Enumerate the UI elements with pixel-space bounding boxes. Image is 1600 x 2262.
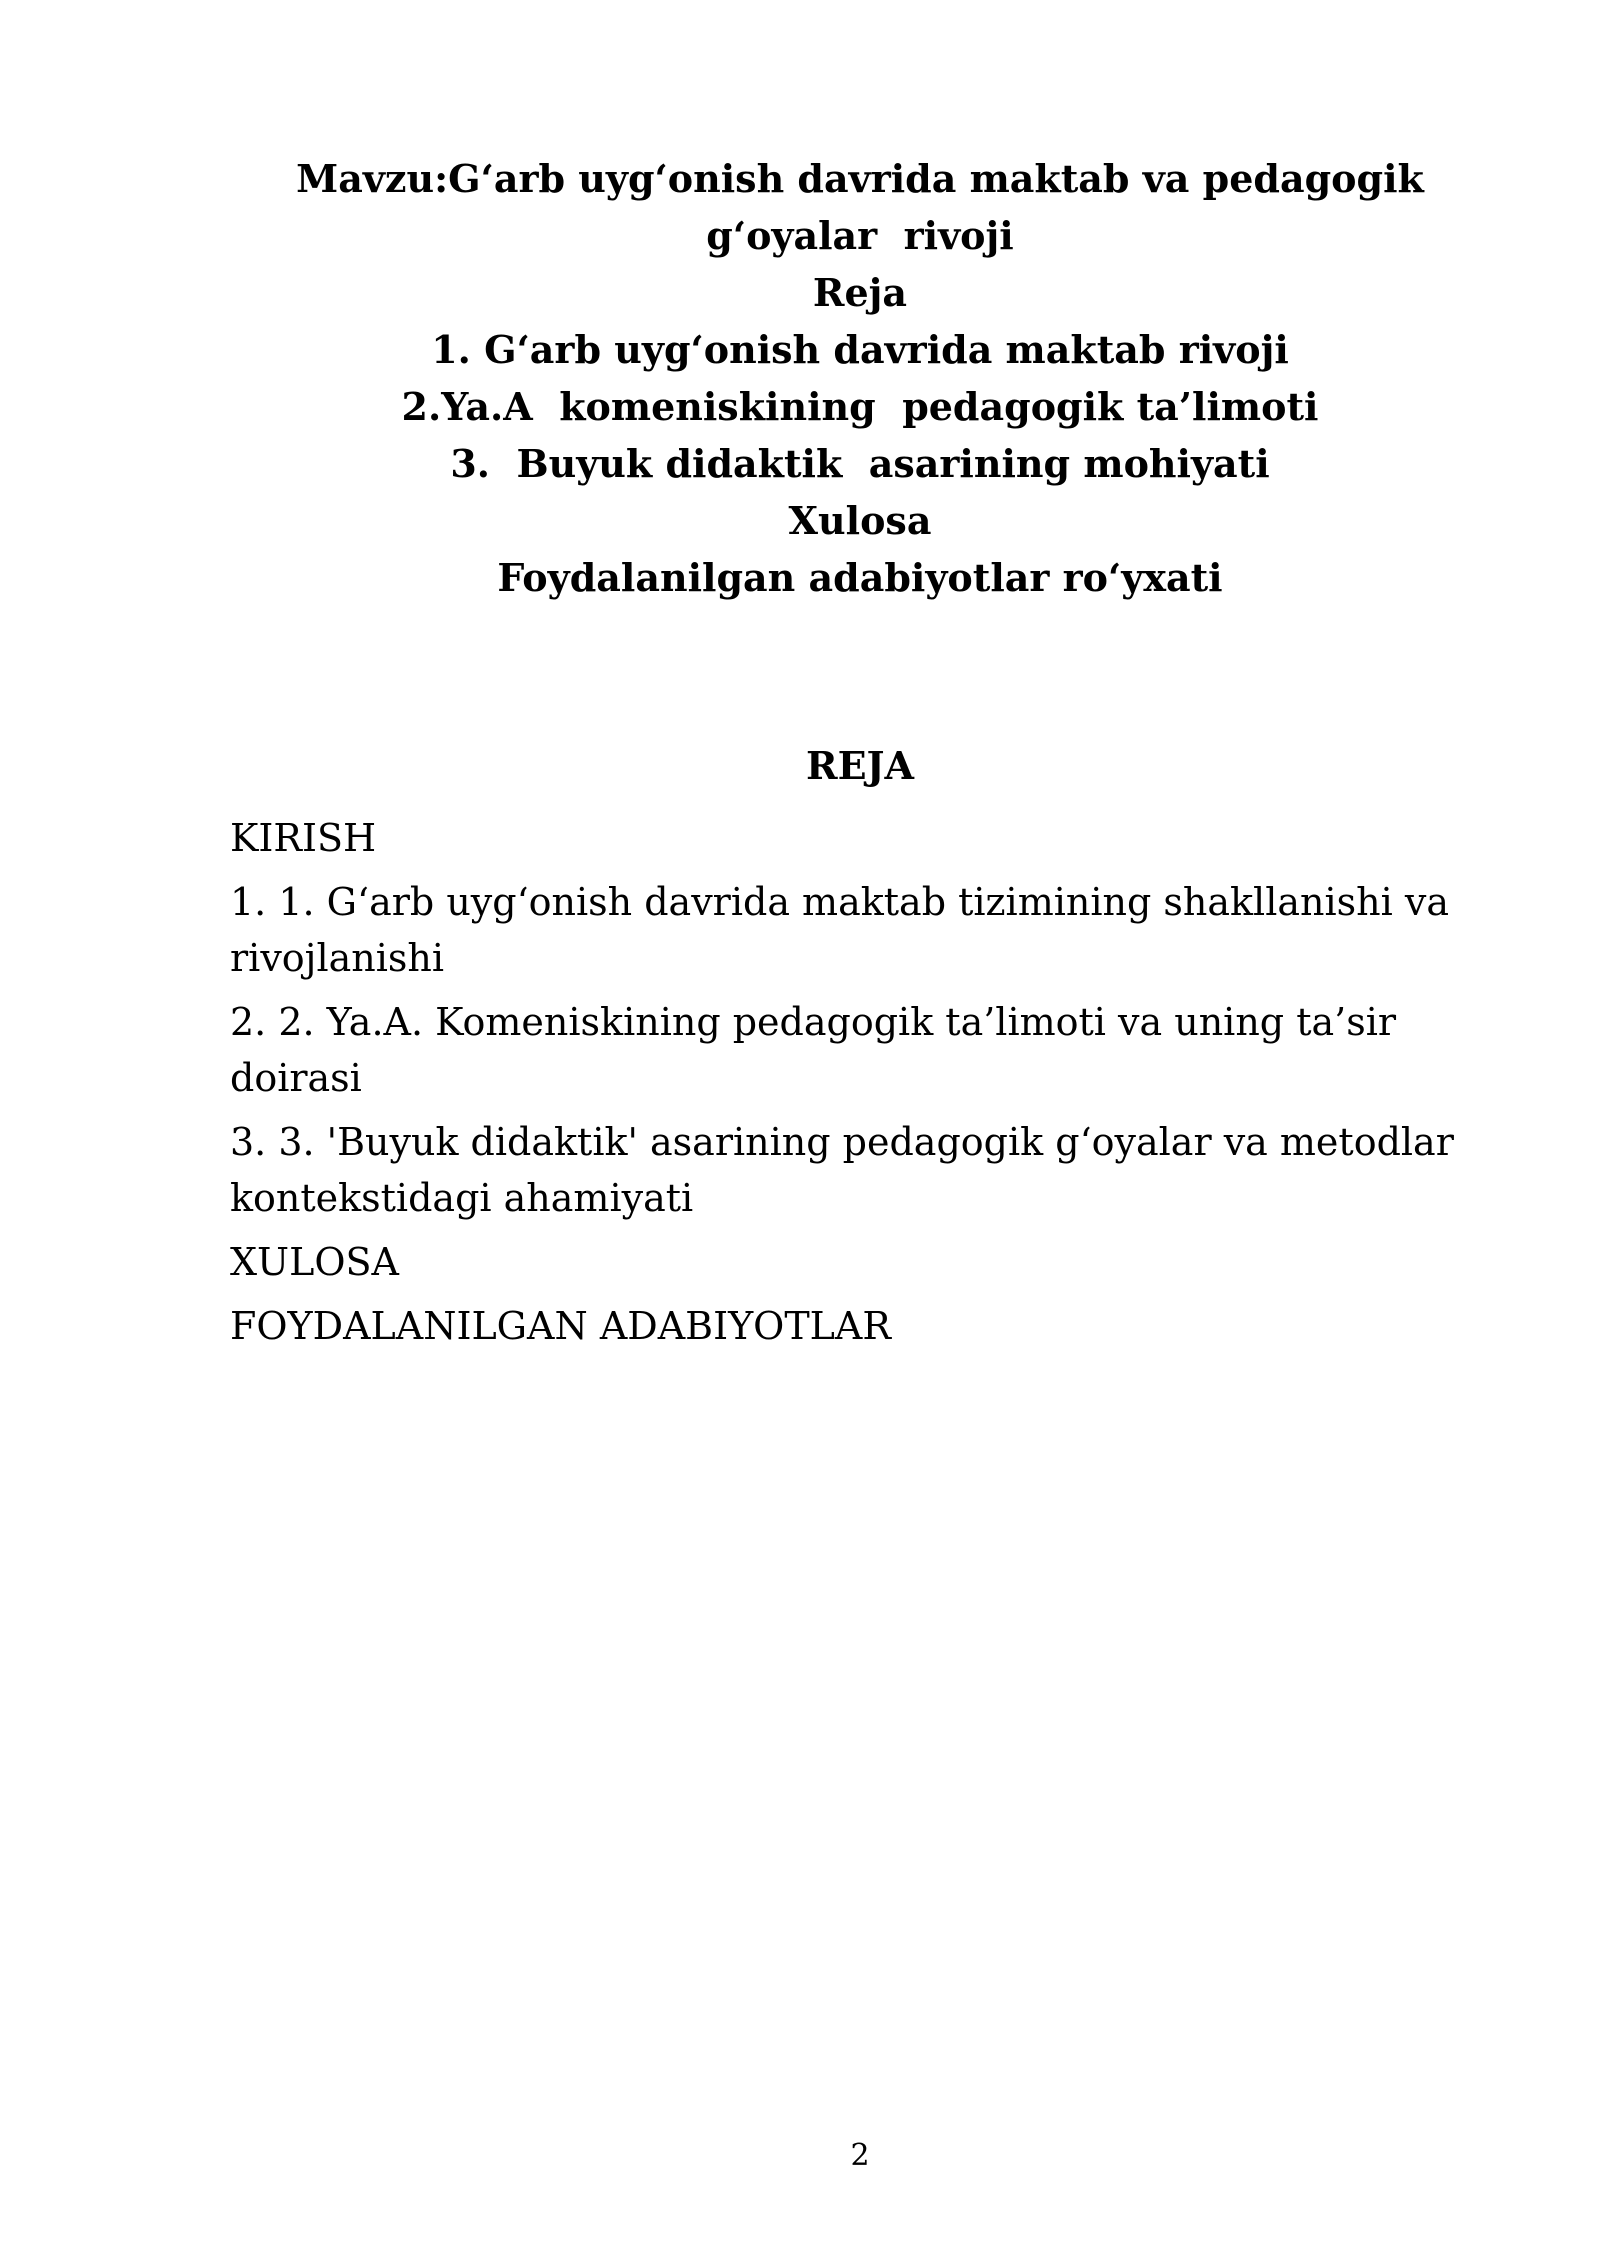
plan-item-3: 3. Buyuk didaktik asarining mohiyati <box>450 441 1270 486</box>
reja-heading: REJA <box>805 743 914 788</box>
topic-title-line-1: Mavzu:G‘arb uyg‘onish davrida maktab va pedagogik <box>296 156 1424 201</box>
plan-references: Foydalanilgan adabiyotlar ro‘yxati <box>497 555 1223 600</box>
plan-label: Reja <box>812 270 908 315</box>
toc-item-2: 2. 2. Ya.A. Komeniskining pedagogik ta’limoti va uning ta’sir doirasi <box>230 1000 1397 1100</box>
page-number: 2 <box>850 2138 870 2173</box>
toc-item-3: 3. 3. 'Buyuk didaktik' asarining pedagogik g‘oyalar va metodlar kontekstidagi ahamiyati <box>230 1120 1454 1220</box>
plan-item-1: 1. G‘arb uyg‘onish davrida maktab rivoji <box>431 327 1289 372</box>
plan-conclusion: Xulosa <box>788 498 932 543</box>
plan-item-2: 2.Ya.A komeniskining pedagogik ta’limoti <box>401 384 1319 429</box>
topic-title-line-2: g‘oyalar rivoji <box>706 213 1014 258</box>
toc-item-1: 1. 1. G‘arb uyg‘onish davrida maktab tizimining shakllanishi va rivojlanishi <box>230 880 1449 980</box>
toc-item-xulosa: XULOSA <box>230 1240 399 1284</box>
toc-item-adabiyotlar: FOYDALANILGAN ADABIYOTLAR <box>230 1304 891 1348</box>
table-of-contents <box>230 810 1480 1362</box>
topic-title-block <box>230 150 1490 606</box>
toc-item-kirish: KIRISH <box>230 816 377 860</box>
